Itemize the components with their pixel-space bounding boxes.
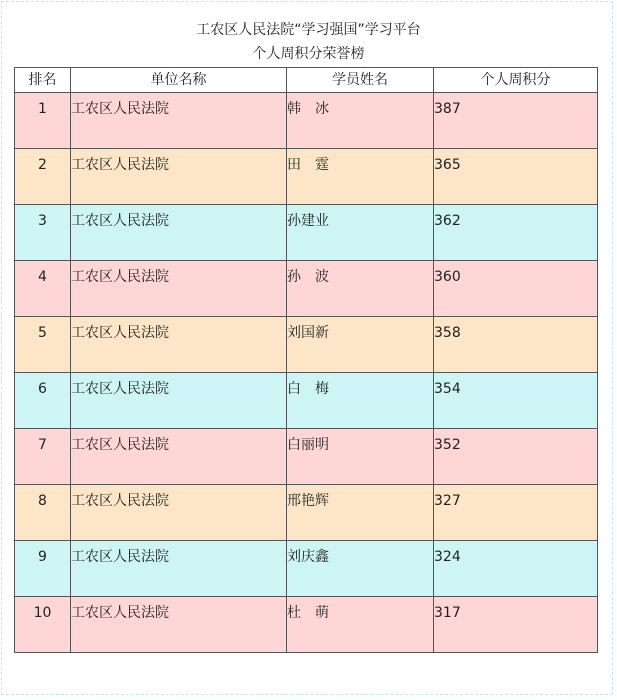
header-unit: 单位名称 bbox=[71, 68, 287, 93]
table-row bbox=[15, 373, 598, 429]
cell-unit: 工农区人民法院 bbox=[71, 205, 287, 261]
table-row bbox=[15, 429, 598, 485]
cell-unit: 工农区人民法院 bbox=[71, 429, 287, 485]
cell-rank: 5 bbox=[15, 317, 71, 373]
table-row bbox=[15, 541, 598, 597]
cell-score: 327 bbox=[434, 485, 598, 541]
page-subtitle: 个人周积分荣誉榜 bbox=[252, 46, 365, 62]
cell-score: 358 bbox=[434, 317, 598, 373]
cell-rank: 10 bbox=[15, 597, 71, 653]
cell-name: 韩 冰 bbox=[287, 93, 434, 149]
cell-name: 邢艳辉 bbox=[287, 485, 434, 541]
cell-rank: 2 bbox=[15, 149, 71, 205]
table-row bbox=[15, 149, 598, 205]
cell-unit: 工农区人民法院 bbox=[71, 485, 287, 541]
table-row bbox=[15, 205, 598, 261]
cell-name: 孙 波 bbox=[287, 261, 434, 317]
table-row bbox=[15, 597, 598, 653]
cell-rank: 1 bbox=[15, 93, 71, 149]
table-row bbox=[15, 317, 598, 373]
cell-unit: 工农区人民法院 bbox=[71, 261, 287, 317]
header-score: 个人周积分 bbox=[434, 68, 598, 93]
cell-score: 317 bbox=[434, 597, 598, 653]
table-row bbox=[15, 261, 598, 317]
cell-name: 田 霆 bbox=[287, 149, 434, 205]
cell-unit: 工农区人民法院 bbox=[71, 93, 287, 149]
cell-rank: 3 bbox=[15, 205, 71, 261]
cell-unit: 工农区人民法院 bbox=[71, 373, 287, 429]
cell-score: 387 bbox=[434, 93, 598, 149]
honor-ranking-table bbox=[14, 67, 598, 653]
cell-name: 白 梅 bbox=[287, 373, 434, 429]
cell-score: 365 bbox=[434, 149, 598, 205]
cell-score: 360 bbox=[434, 261, 598, 317]
cell-unit: 工农区人民法院 bbox=[71, 149, 287, 205]
cell-score: 352 bbox=[434, 429, 598, 485]
cell-name: 杜 萌 bbox=[287, 597, 434, 653]
cell-rank: 4 bbox=[15, 261, 71, 317]
cell-score: 324 bbox=[434, 541, 598, 597]
cell-name: 刘国新 bbox=[287, 317, 434, 373]
cell-rank: 9 bbox=[15, 541, 71, 597]
cell-name: 孙建业 bbox=[287, 205, 434, 261]
cell-rank: 6 bbox=[15, 373, 71, 429]
table-row bbox=[15, 93, 598, 149]
cell-unit: 工农区人民法院 bbox=[71, 317, 287, 373]
cell-score: 362 bbox=[434, 205, 598, 261]
cell-score: 354 bbox=[434, 373, 598, 429]
cell-name: 刘庆鑫 bbox=[287, 541, 434, 597]
cell-unit: 工农区人民法院 bbox=[71, 597, 287, 653]
page-title: 工农区人民法院“学习强国”学习平台 bbox=[196, 22, 421, 38]
cell-name: 白丽明 bbox=[287, 429, 434, 485]
cell-unit: 工农区人民法院 bbox=[71, 541, 287, 597]
cell-rank: 7 bbox=[15, 429, 71, 485]
header-name: 学员姓名 bbox=[287, 68, 434, 93]
cell-rank: 8 bbox=[15, 485, 71, 541]
table-header-row bbox=[15, 68, 598, 93]
header-rank: 排名 bbox=[15, 68, 71, 93]
table-row bbox=[15, 485, 598, 541]
